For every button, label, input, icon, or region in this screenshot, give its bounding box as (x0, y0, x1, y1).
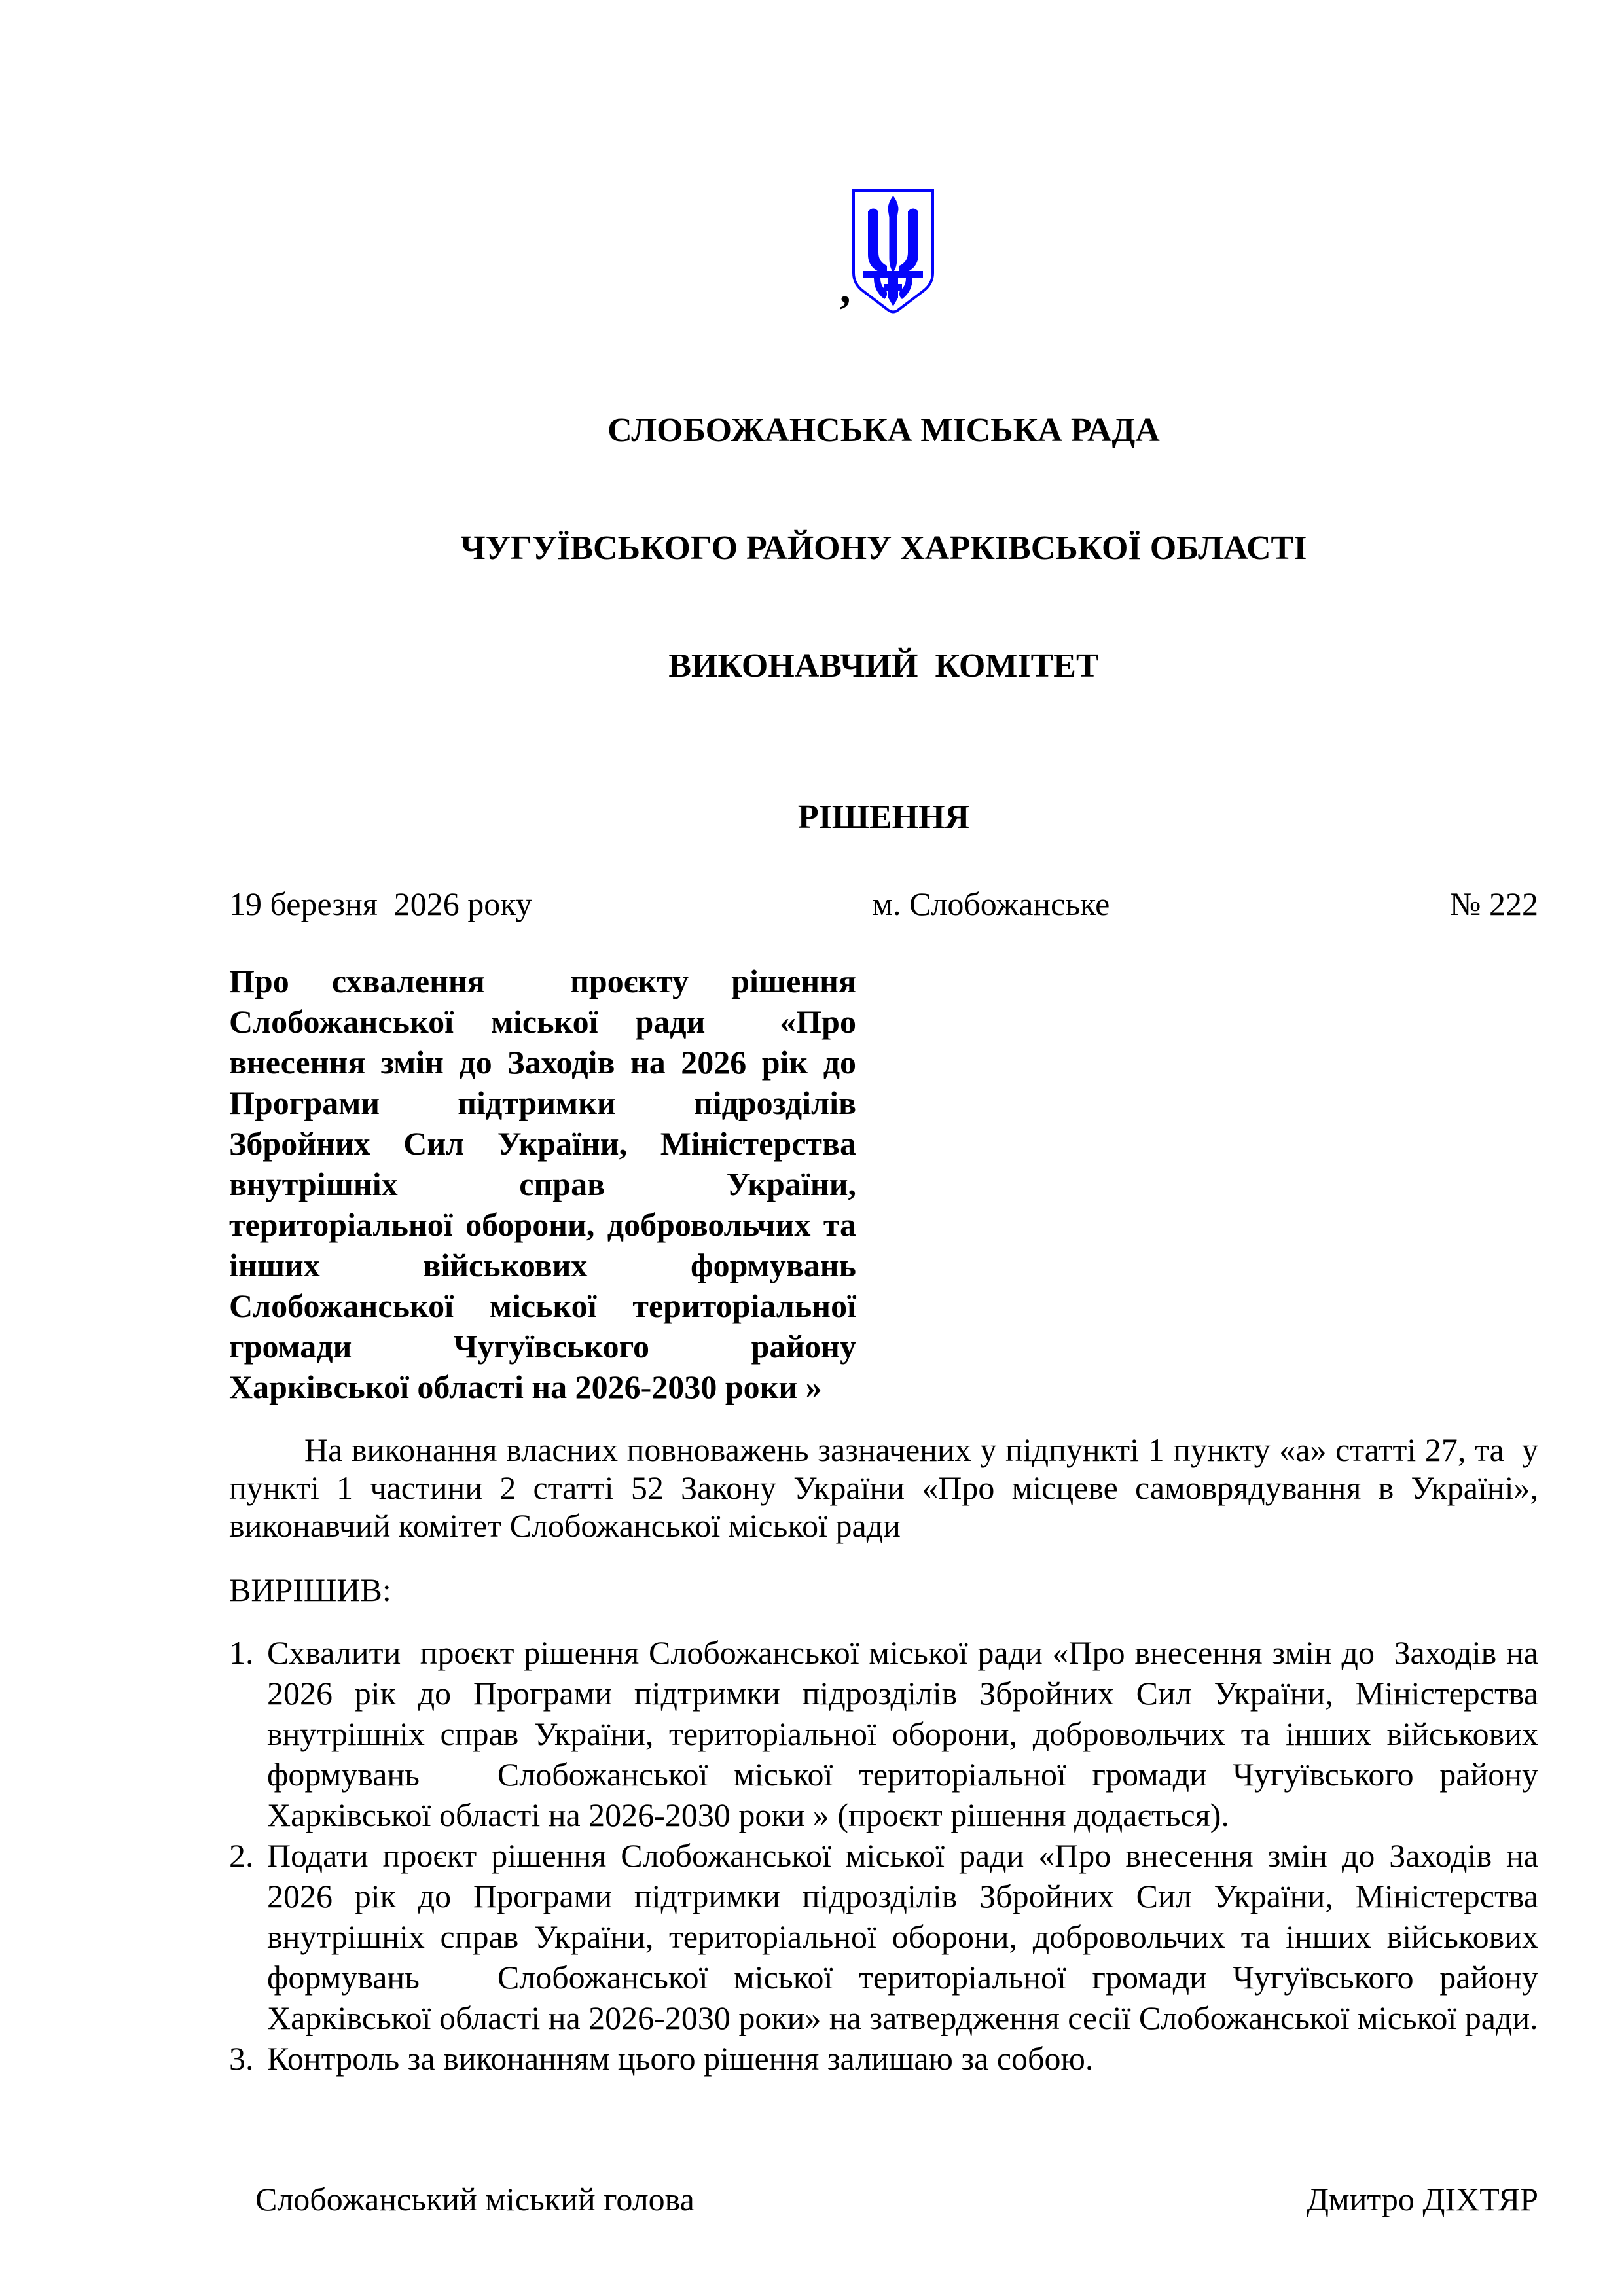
resolution-list (229, 1632, 1547, 2079)
resolution-item-2-text: Подати проєкт рішення Слобожанської міської ради «Про внесення змін до Заходів на 2026 рік до Програми підтримки підрозділів Збройних Сил України, Міністерства внутрішніх справ України, територіальної оборони, добровольчих та інших військових формувань Слобожанської міської територіальної громади Чугуївського району Харківської області на 2026-2030 роки» на затвердження сесії Слобожанської міської ради. (267, 1837, 1547, 2036)
resolution-item-3 (229, 2038, 1538, 2079)
document-meta-row (229, 885, 1538, 923)
resolution-item-1-text: Схвалити проєкт рішення Слобожанської міської ради «Про внесення змін до Заходів на 2026 рік до Програми підтримки підрозділів Збройних Сил України, Міністерства внутрішніх справ України, територіальної оборони, добровольчих та інших військових формувань Слобожанської міської територіальної громади Чугуївського району Харківської області на 2026-2030 роки » (проєкт рішення додається). (267, 1634, 1547, 1833)
resolved-label: ВИРІШИВ: (229, 1571, 391, 1608)
resolution-item-2 (229, 1835, 1547, 2038)
resolution-item-3-text: Контроль за виконанням цього рішення залишаю за собою. (267, 2040, 1094, 2077)
letterhead (229, 332, 1538, 764)
signature-name: Дмитро ДІХТЯР (1306, 2181, 1538, 2217)
signature-row (229, 2180, 1538, 2218)
document-number: № 222 (1449, 886, 1538, 922)
org-name-line1: СЛОБОЖАНСЬКА МІСЬКА РАДА (607, 412, 1160, 449)
resolution-item-1 (229, 1632, 1547, 1835)
scan-artifact-mark: , (840, 264, 851, 312)
document-type-title: РІШЕННЯ (797, 798, 970, 836)
subject-paragraph: Про схвалення проєкту рішення Слобожанської міської ради «Про внесення змін до Заходів на 2026 рік до Програми підтримки підрозділів Збройних Сил України, Міністерства внутрішніх справ України, територіальної оборони, добровольчих та інших військових формувань Слобожанської міської територіальної громади Чугуївського району Харківської області на 2026-2030 роки » (229, 963, 865, 1405)
org-name-line2: ЧУГУЇВСЬКОГО РАЙОНУ ХАРКІВСЬКОЇ ОБЛАСТІ (460, 529, 1307, 567)
intro-paragraph: На виконання власних повноважень зазначених у підпункті 1 пункту «а» статті 27, та у пункті 1 частини 2 статті 52 Закону України «Про місцеве самоврядування в Україні», виконавчий комітет Слобожанської міської ради (229, 1431, 1547, 1544)
signature-title: Слобожанський міський голова (255, 2181, 695, 2217)
document-content (229, 0, 1547, 2218)
org-name-line3: ВИКОНАВЧИЙ КОМІТЕТ (668, 647, 1099, 685)
tryzub-emblem-icon (850, 188, 936, 317)
document-place: м. Слобожанське (872, 886, 1110, 922)
document-date: 19 березня 2026 року (229, 886, 532, 922)
